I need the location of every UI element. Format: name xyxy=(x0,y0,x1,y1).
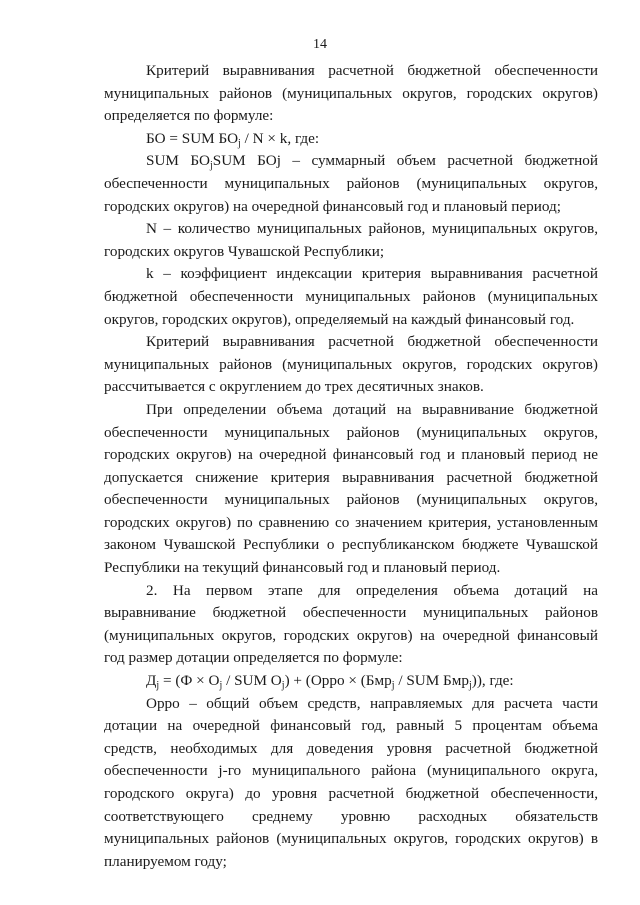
sum-bo-head: SUM БО xyxy=(146,152,210,170)
formula-subsidy xyxy=(104,670,598,693)
formula-subsidy-e: / SUM Бмр xyxy=(394,672,469,690)
page-number: 14 xyxy=(313,37,327,52)
formula-criterion xyxy=(104,128,598,151)
formula-subsidy-a: = (Ф × О xyxy=(159,672,220,690)
formula-subsidy-e-sub: j xyxy=(468,680,472,692)
formula-subsidy-d: Д xyxy=(146,672,157,690)
formula-criterion-lhs: БО = SUM БО xyxy=(146,129,239,147)
formula-subsidy-a-sub: j xyxy=(219,680,223,692)
formula-subsidy-c-sub: j xyxy=(391,680,395,692)
paragraph-n-definition: N – количество муниципальных районов, муниципальных округов, городских округов Чувашской Республики; xyxy=(104,220,598,260)
formula-subsidy-d-sub: j xyxy=(156,680,160,692)
formula-subsidy-c: ) + (Орро × (Бмр xyxy=(284,672,392,690)
document-body xyxy=(104,60,598,873)
paragraph-first-stage: 2. На первом этапе для определения объема дотаций на выравнивание бюджетной обеспеченности муниципальных районов (муниципальных округов, городских округов) на очередной финансовый год размер дотации определяется по формуле: xyxy=(104,581,598,667)
paragraph-k-definition: k – коэффициент индексации критерия выравнивания расчетной бюджетной обеспеченности муниципальных районов (муниципальных округов, городских округов), определяемый на каждый финансовый год. xyxy=(104,265,598,328)
paragraph-no-reduction: При определении объема дотаций на выравнивание бюджетной обеспеченности муниципальных районов (муниципальных округов, городских округов) на очередной финансовый год и плановый период не допускается снижение критерия выравнивания расчетной бюджетной обеспеченности муниципальных районов (муниципальных округов, городских округов) по сравнению со значением критерия, установленным законом Чувашской Республики о республиканском бюджете Чувашской Республики на текущий финансовый год и плановый период. xyxy=(104,400,598,577)
formula-criterion-rhs: / N × k, где: xyxy=(240,129,320,147)
formula-subsidy-b-sub: j xyxy=(281,680,285,692)
formula-subsidy-f: )), где: xyxy=(471,672,514,690)
sum-bo-text: SUM БОj – суммарный объем расчетной бюджетной обеспеченности муниципальных районов (муниципальных округов, городских округов) на очередной финансовый год и плановый период; xyxy=(104,152,598,215)
paragraph-rounding: Критерий выравнивания расчетной бюджетной обеспеченности муниципальных районов (муниципальных округов, городских округов) рассчитывается с округлением до трех десятичных знаков. xyxy=(104,333,598,396)
formula-subsidy-b: / SUM О xyxy=(222,672,282,690)
paragraph-criterion-definition: Критерий выравнивания расчетной бюджетной обеспеченности муниципальных районов (муниципальных округов, городских округов) определяется по формуле: xyxy=(104,62,598,125)
formula-criterion-sub: j xyxy=(238,137,241,149)
paragraph-orro-definition: Орро – общий объем средств, направляемых для расчета части дотации на очередной финансовый год, равный 5 процентам объема средств, необходимых для доведения уровня расчетной бюджетной обеспеченности j-го муниципального района (муниципального округа, городского округа) до уровня расчетной бюджетной обеспеченности, соответствующего среднему уровню расходных обязательств муниципальных районов (муниципальных округов, городских округов) в планируемом году; xyxy=(104,694,598,870)
sum-bo-sub: j xyxy=(209,160,213,172)
paragraph-sum-bo xyxy=(104,150,598,218)
